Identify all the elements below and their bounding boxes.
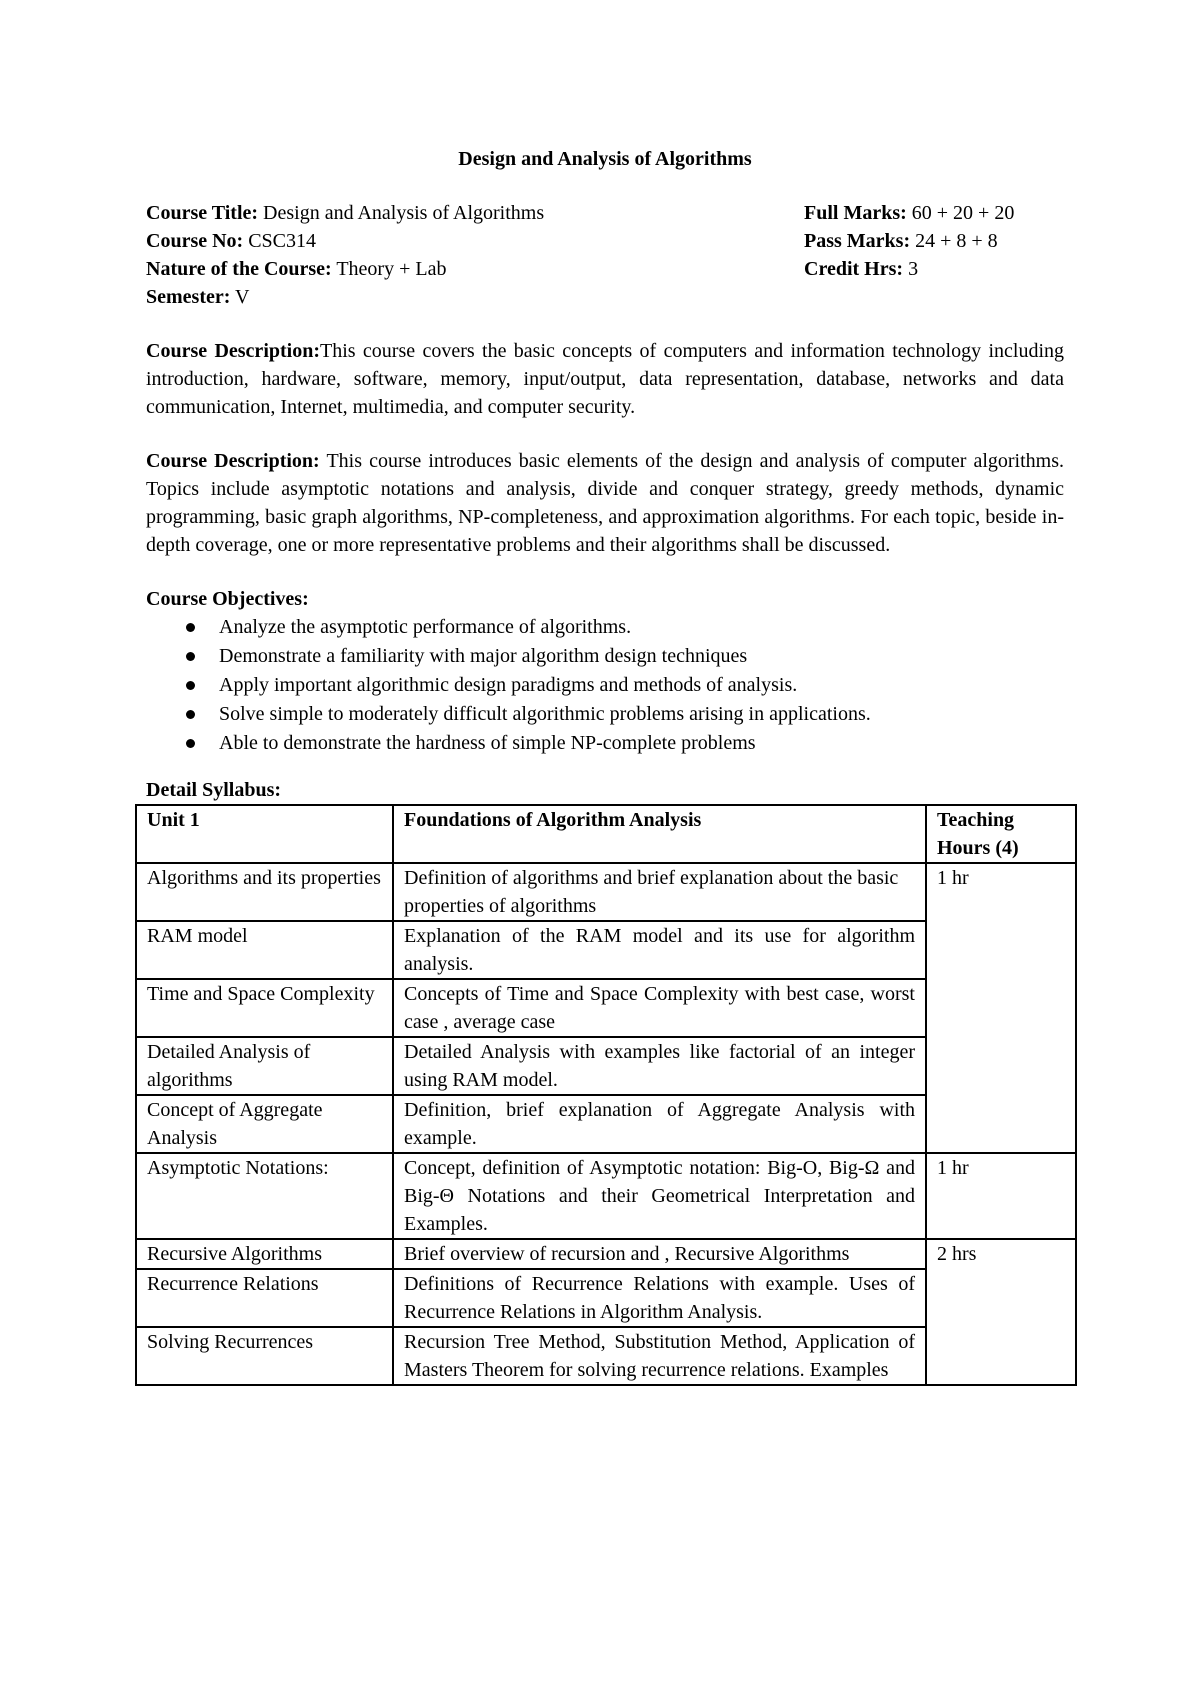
list-item: Analyze the asymptotic performance of algorithms. bbox=[146, 613, 1064, 642]
topic-name: RAM model bbox=[136, 921, 393, 979]
topic-name: Recursive Algorithms bbox=[136, 1239, 393, 1269]
list-item: Solve simple to moderately difficult algorithmic problems arising in applications. bbox=[146, 700, 1064, 729]
topic-name: Detailed Analysis of algorithms bbox=[136, 1037, 393, 1095]
hours-header: Teaching Hours (4) bbox=[926, 805, 1076, 863]
teaching-hours: 1 hr bbox=[926, 863, 1076, 1153]
syllabus-heading: Detail Syllabus: bbox=[146, 779, 282, 801]
course-description-2: Course Description: This course introduces basic elements of the design and analysis of computer algorithms. Topics include asymptotic notations and analysis, divide and conquer strategy, greedy methods, dynamic programming, basic graph algorithms, NP-completeness, and approximation algorithms. For each topic, beside in-depth coverage, one or more representative problems and their algorithms shall be discussed. bbox=[146, 450, 1065, 556]
topic-description: Brief overview of recursion and , Recursive Algorithms bbox=[393, 1239, 926, 1269]
course-title-field: Course Title: Design and Analysis of Algorithms bbox=[146, 202, 545, 224]
document-content bbox=[146, 145, 1064, 1386]
bullet-icon bbox=[186, 623, 195, 632]
bullet-icon bbox=[186, 739, 195, 748]
table-header-row bbox=[136, 805, 1076, 863]
topic-description: Concepts of Time and Space Complexity with best case, worst case , average case bbox=[393, 979, 926, 1037]
unit-header: Unit 1 bbox=[136, 805, 393, 863]
course-meta bbox=[146, 199, 1064, 311]
table-row bbox=[136, 863, 1076, 921]
topic-description: Recursion Tree Method, Substitution Method, Application of Masters Theorem for solving recurrence relations. Examples bbox=[393, 1327, 926, 1385]
topic-description: Concept, definition of Asymptotic notation: Big-O, Big-Ω and Big-Θ Notations and their Geometrical Interpretation and Examples. bbox=[393, 1153, 926, 1239]
pass-marks-field: Pass Marks: 24 + 8 + 8 bbox=[804, 230, 998, 252]
bullet-icon bbox=[186, 652, 195, 661]
topic-description: Definition of algorithms and brief explanation about the basic properties of algorithms bbox=[393, 863, 926, 921]
bullet-icon bbox=[186, 710, 195, 719]
course-description-1: Course Description:This course covers the basic concepts of computers and information technology including introduction, hardware, software, memory, input/output, data representation, database, networks and data communication, Internet, multimedia, and computer security. bbox=[146, 340, 1065, 418]
topic-name: Algorithms and its properties bbox=[136, 863, 393, 921]
list-item: Able to demonstrate the hardness of simple NP-complete problems bbox=[146, 729, 1064, 758]
objectives-heading: Course Objectives: bbox=[146, 588, 309, 610]
topic-description: Definitions of Recurrence Relations with example. Uses of Recurrence Relations in Algorithm Analysis. bbox=[393, 1269, 926, 1327]
course-nature-field: Nature of the Course: Theory + Lab bbox=[146, 258, 447, 280]
credit-hours-field: Credit Hrs: 3 bbox=[804, 258, 919, 280]
course-no-field: Course No: CSC314 bbox=[146, 230, 317, 252]
topic-description: Explanation of the RAM model and its use for algorithm analysis. bbox=[393, 921, 926, 979]
topic-name: Asymptotic Notations: bbox=[136, 1153, 393, 1239]
topic-name: Time and Space Complexity bbox=[136, 979, 393, 1037]
topic-name: Recurrence Relations bbox=[136, 1269, 393, 1327]
objectives-list bbox=[146, 613, 1064, 758]
full-marks-field: Full Marks: 60 + 20 + 20 bbox=[804, 202, 1015, 224]
semester-field: Semester: V bbox=[146, 286, 250, 308]
syllabus-table bbox=[135, 804, 1077, 1386]
topic-description: Detailed Analysis with examples like factorial of an integer using RAM model. bbox=[393, 1037, 926, 1095]
teaching-hours: 1 hr bbox=[926, 1153, 1076, 1239]
teaching-hours: 2 hrs bbox=[926, 1239, 1076, 1385]
bullet-icon bbox=[186, 681, 195, 690]
list-item: Apply important algorithmic design paradigms and methods of analysis. bbox=[146, 671, 1064, 700]
list-item: Demonstrate a familiarity with major algorithm design techniques bbox=[146, 642, 1064, 671]
topic-name: Concept of Aggregate Analysis bbox=[136, 1095, 393, 1153]
table-row bbox=[136, 1153, 1076, 1239]
document-title: Design and Analysis of Algorithms bbox=[458, 148, 752, 170]
topic-description: Definition, brief explanation of Aggregate Analysis with example. bbox=[393, 1095, 926, 1153]
topic-name: Solving Recurrences bbox=[136, 1327, 393, 1385]
topic-header: Foundations of Algorithm Analysis bbox=[393, 805, 926, 863]
table-row bbox=[136, 1239, 1076, 1269]
